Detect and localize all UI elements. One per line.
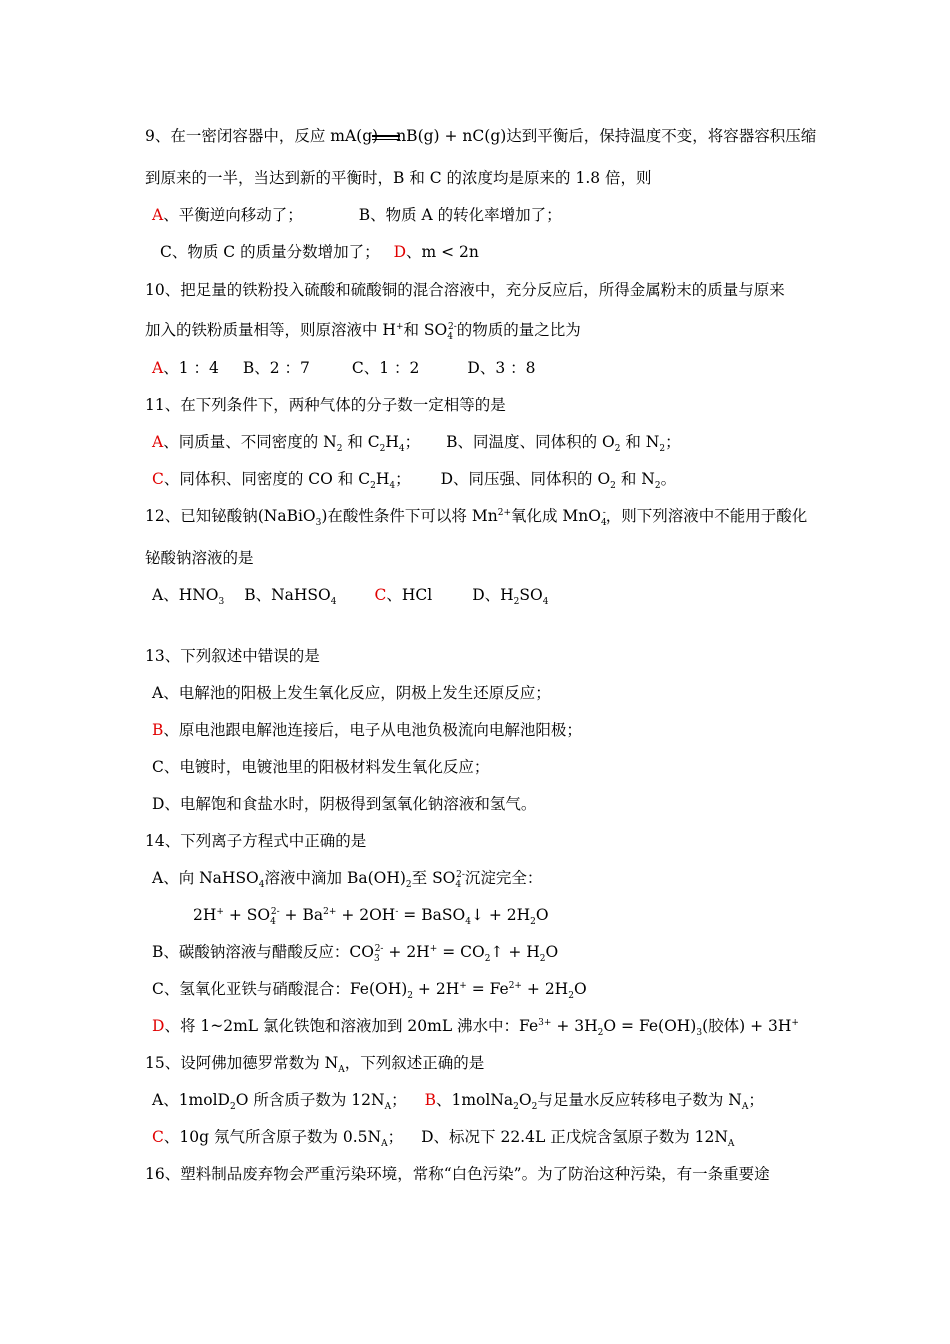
q10-stem-line1: 10、把足量的铁粉投入硫酸和硫酸铜的混合溶液中，充分反应后，所得金属粉末的质量与原来: [145, 281, 785, 299]
answer-mark-a: A: [152, 206, 164, 224]
q9-stem-line2: 到原来的一半，当达到新的平衡时，B 和 C 的浓度均是原来的 1.8 倍，则: [145, 169, 652, 187]
q14-option-c: C、氢氧化亚铁与硝酸混合：$Fe(OH)_2 + 2H^+ = Fe^{2+} + 2H_2O$: [152, 980, 587, 1002]
q11-stem: 11、在下列条件下，两种气体的分子数一定相等的是: [145, 396, 506, 414]
q9-stem-line1: 9、在一密闭容器中，反应 mA(g) nB(g) + nC(g)达到平衡后，保持温度不变，将容器容积压缩: [145, 127, 817, 145]
q12-stem-line1: 12、已知铋酸钠(NaBiO$_3$)在酸性条件下可以将 $Mn^{2+}$氧化成 MnO$_4$-，则下列溶液中不能用于酸化: [145, 507, 808, 529]
q14-stem: 14、下列离子方程式中正确的是: [145, 832, 367, 850]
answer-mark-d: D: [393, 243, 407, 261]
q13-option-b: B、原电池跟电解池连接后，电子从电池负极流向电解池阳极；: [152, 721, 582, 739]
answer-mark-b: B: [424, 1091, 436, 1109]
q13-option-c: C、电镀时，电镀池里的阳极材料发生氧化反应；: [152, 758, 490, 776]
q16-stem: 16、塑料制品废弃物会严重污染环境，常称“白色污染”。为了防治这种污染，有一条重要途: [145, 1165, 770, 1183]
q12-options: A、$HNO_3$ B、NaHSO$_4$ C、HCl D、$H_2SO_4$: [152, 586, 549, 608]
q11-options-cd: C、同体积、同密度的 CO 和 $C_2H_4$； D、同压强、同体积的 $O_2$ 和 $N_2$。: [152, 470, 677, 492]
answer-mark-b: B: [152, 721, 164, 739]
equilibrium-arrow-icon: [372, 132, 400, 142]
q11-options-ab: A、同质量、不同密度的 $N_2$ 和 $C_2H_4$； B、同温度、同体积的 $O_2$ 和 $N_2$；: [152, 433, 681, 455]
q10-stem-line2: 加入的铁粉质量相等，则原溶液中 H+和 $SO_4^{2-}$的物质的量之比为: [145, 321, 581, 343]
q10-options: A、1 ：4 B、2 ：7 C、1 ：2 D、3 ：8: [152, 359, 536, 377]
q13-option-d: D、电解饱和食盐水时，阴极得到氢氧化钠溶液和氢气。: [152, 795, 537, 813]
answer-mark-c: C: [374, 586, 387, 604]
q14-option-d: D、将 1~2mL 氯化铁饱和溶液加到 20mL 沸水中：$Fe^{3+} + 3H_2O = Fe(OH)_3$(胶体) + 3H+: [152, 1017, 799, 1039]
q9-options-cd: C、物质 C 的质量分数增加了； D、m < 2n: [160, 243, 479, 261]
answer-mark-a: A: [152, 433, 164, 451]
q15-stem: 15、设阿佛加德罗常数为 $N_A$，下列叙述正确的是: [145, 1054, 485, 1076]
q9-options-ab: A、平衡逆向移动了； B、物质 A 的转化率增加了；: [152, 206, 562, 224]
answer-mark-c: C: [152, 470, 164, 488]
answer-mark-c: C: [152, 1128, 164, 1146]
q12-stem-line2: 铋酸钠溶液的是: [145, 549, 254, 567]
q14-option-b: B、碳酸钠溶液与醋酸反应：$CO_3^{2-} + 2H^+$ = $CO_2↑ + H_2O$: [152, 943, 559, 965]
answer-mark-d: D: [152, 1017, 165, 1035]
answer-mark-a: A: [152, 359, 164, 377]
q13-stem: 13、下列叙述中错误的是: [145, 647, 320, 665]
q14-option-a: A、向 NaHSO$_4$溶液中滴加 $Ba(OH)_2$至 $SO_4^{2-}$沉淀完全：: [152, 869, 543, 891]
q15-options-ab: A、1molD$_2$O 所含质子数为 $12N_A$； B、$1molNa_2O_2$与足量水反应转移电子数为 $N_A$；: [152, 1091, 764, 1113]
q13-option-a: A、电解池的阳极上发生氧化反应，阴极上发生还原反应；: [152, 684, 551, 702]
q14-option-a-equation: $2H^+ + SO_4^{2-} + Ba^{2+} + 2OH^-$ = BaSO$_4$↓ + $2H_2O$: [193, 906, 549, 928]
q15-options-cd: C、10g 氖气所含原子数为 $0.5N_A$； D、标况下 22.4L 正戊烷含氢原子数为 $12N_A$: [152, 1128, 735, 1150]
